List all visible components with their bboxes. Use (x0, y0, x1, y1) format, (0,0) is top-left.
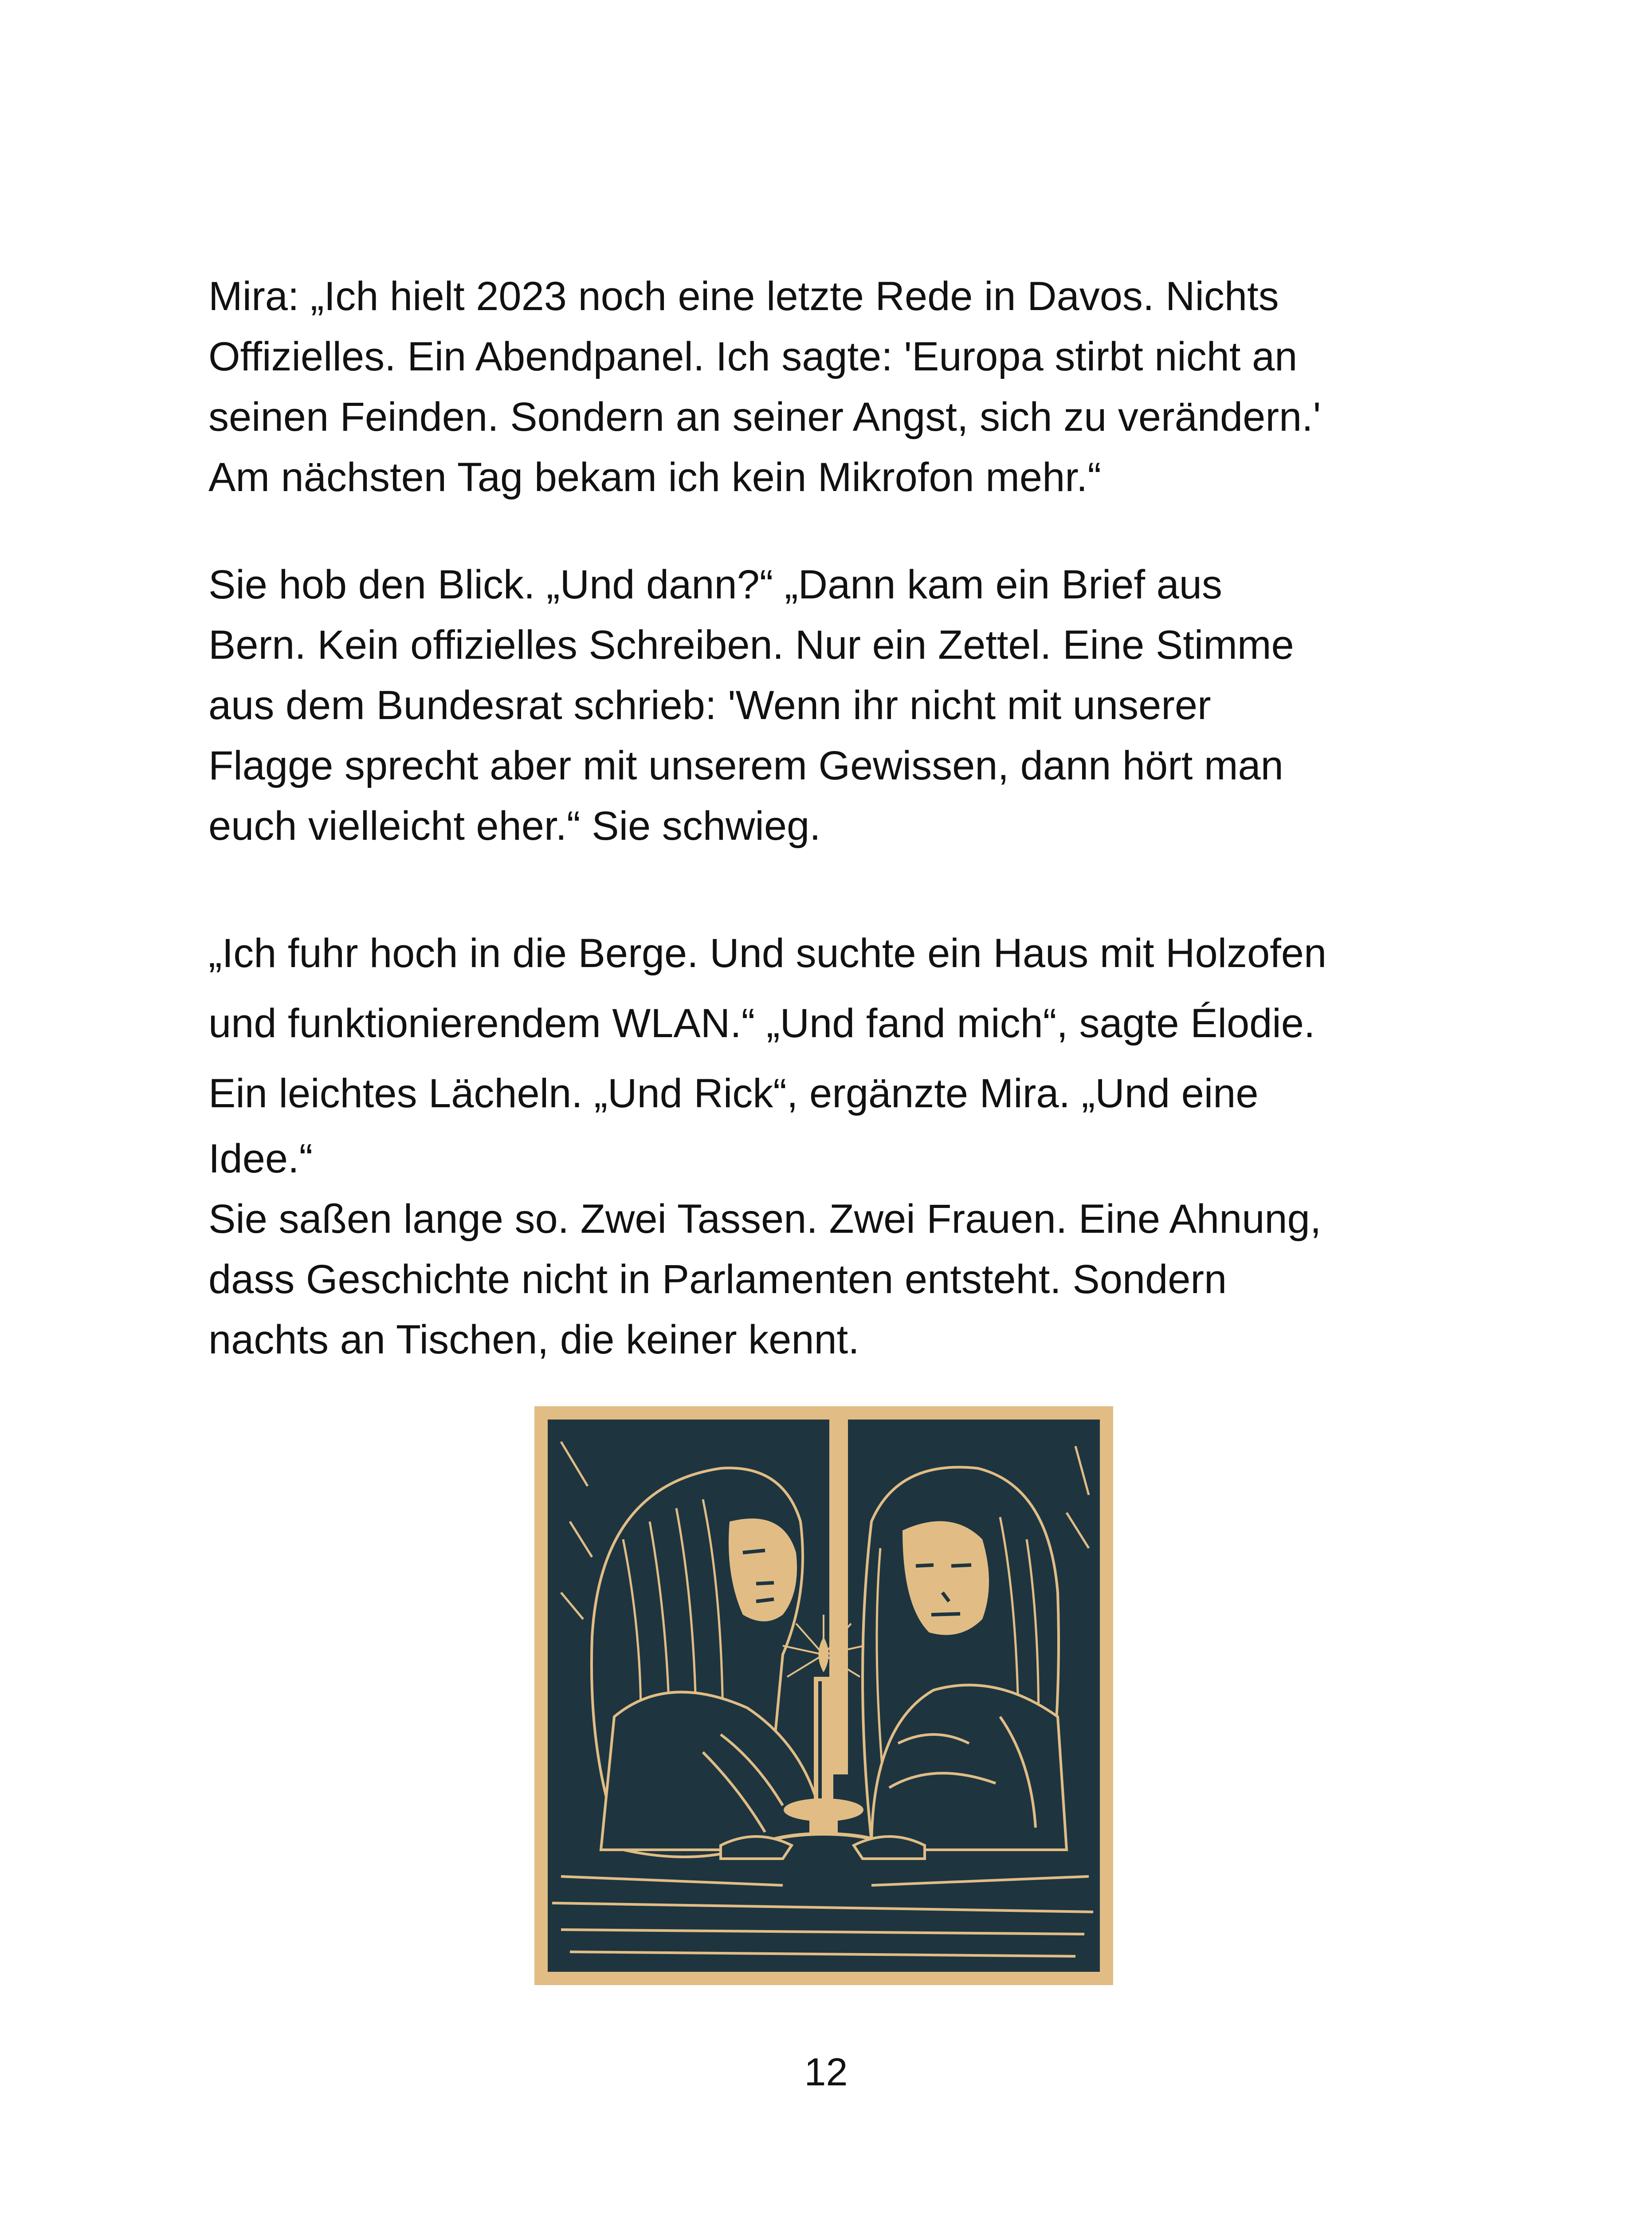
text-line: Sie saßen lange so. Zwei Tassen. Zwei Frauen. Eine Ahnung, (208, 1196, 1322, 1242)
text-line: „Ich fuhr hoch in die Berge. Und suchte ein Haus mit Holzofen (208, 931, 1327, 976)
text-line: Mira: „Ich hielt 2023 noch eine letzte Rede in Davos. Nichts (208, 274, 1279, 319)
text-line: Sie hob den Blick. „Und dann?“ „Dann kam ein Brief aus (208, 562, 1222, 607)
text-line: nachts an Tischen, die keiner kennt. (208, 1317, 859, 1362)
text-line: euch vielleicht eher.“ Sie schwieg. (208, 803, 821, 849)
text-line: seinen Feinden. Sondern an seiner Angst, sich zu verändern.' (208, 394, 1321, 440)
paragraph-2 (208, 554, 1495, 856)
text-line: Idee.“ (208, 1136, 313, 1181)
text-line: Offizielles. Ein Abendpanel. Ich sagte: 'Europa stirbt nicht an (208, 334, 1298, 379)
page-number: 12 (804, 2050, 848, 2094)
text-line: dass Geschichte nicht in Parlamenten entsteht. Sondern (208, 1257, 1227, 1302)
text-line: und funktionierendem WLAN.“ „Und fand mich“, sagte Élodie. (208, 1001, 1315, 1046)
text-line: Ein leichtes Lächeln. „Und Rick“, ergänzte Mira. „Und eine (208, 1071, 1259, 1116)
candle-scene-image (534, 1406, 1113, 1985)
linocut-illustration (534, 1406, 1113, 1985)
text-line: aus dem Bundesrat schrieb: 'Wenn ihr nicht mit unserer (208, 683, 1211, 728)
text-line: Flagge sprecht aber mit unserem Gewissen, dann hört man (208, 743, 1283, 788)
text-line: Am nächsten Tag bekam ich kein Mikrofon mehr.“ (208, 455, 1101, 500)
text-line: Bern. Kein offizielles Schreiben. Nur ein Zettel. Eine Stimme (208, 622, 1294, 668)
paragraph-1 (208, 266, 1495, 507)
paragraph-3 (208, 918, 1495, 1370)
